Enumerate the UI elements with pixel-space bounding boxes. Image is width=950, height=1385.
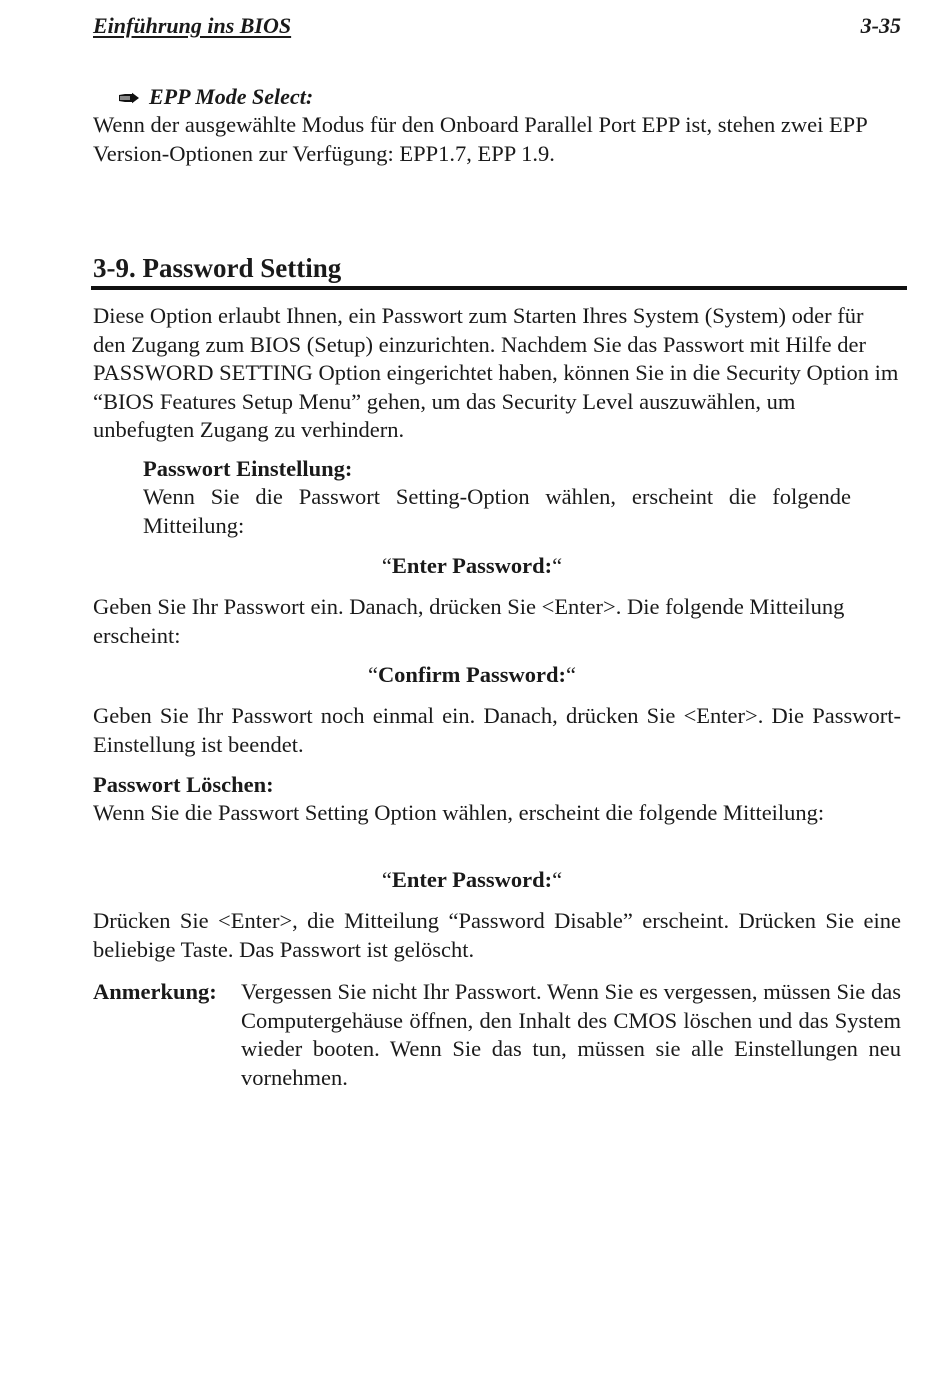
prompt-text: Enter Password:: [391, 553, 553, 578]
einstellung-heading: Passwort Einstellung:: [143, 456, 353, 481]
section-intro: Diese Option erlaubt Ihnen, ein Passwort zum Starten Ihres System (System) oder für den Zugang zum BIOS (Setup) einzurichten. Nachdem Sie das Passwort mit Hilfe der PASSWORD SETTING Option eingerichtet haben, können Sie in die Security Option im “BIOS Features Setup Menu” gehen, um das Security Level auszuwählen, um unbefugten Zugang zu verhindern.: [93, 303, 899, 442]
pointing-hand-icon: [118, 85, 140, 111]
page-number: 3-35: [860, 13, 901, 38]
prompt-text: Enter Password:: [391, 867, 553, 892]
loeschen-heading: Passwort Löschen:: [93, 772, 274, 797]
loeschen-after: Drücken Sie <Enter>, die Mitteilung “Password Disable” erscheint. Drücken Sie eine beliebige Taste. Das Passwort ist gelöscht.: [93, 908, 901, 962]
epp-mode-title: EPP Mode Select:: [149, 84, 314, 109]
confirm-password-prompt: “Confirm Password:“: [367, 662, 577, 687]
note-label: Anmerkung:: [93, 979, 217, 1004]
epp-mode-text: Wenn der ausgewählte Modus für den Onboard Parallel Port EPP ist, stehen zwei EPP Version-Optionen zur Verfügung: EPP1.7, EPP 1.9.: [93, 112, 867, 166]
note-text: Vergessen Sie nicht Ihr Passwort. Wenn Sie es vergessen, müssen Sie das Computergehäuse öffnen, den Inhalt des CMOS löschen und das System wieder booten. Wenn Sie das tun, müssen sie alle Einstellungen neu vornehmen.: [241, 979, 901, 1090]
running-header-title: Einführung ins BIOS: [93, 13, 292, 38]
einstellung-after-1: Geben Sie Ihr Passwort ein. Danach, drücken Sie <Enter>. Die folgende Mitteilung erscheint:: [93, 594, 845, 648]
epp-mode-heading: [118, 84, 313, 111]
prompt-text: Confirm Password:: [377, 662, 567, 687]
enter-password-prompt-2: “Enter Password:“: [381, 867, 563, 892]
einstellung-text: Wenn Sie die Passwort Setting-Option wählen, erscheint die folgende Mitteilung:: [143, 484, 851, 538]
section-title: 3-9. Password Setting: [93, 253, 342, 283]
einstellung-after-2: Geben Sie Ihr Passwort noch einmal ein. Danach, drücken Sie <Enter>. Die Passwort-Einstellung ist beendet.: [93, 703, 901, 757]
section-rule: [91, 286, 907, 290]
loeschen-text: Wenn Sie die Passwort Setting Option wählen, erscheint die folgende Mitteilung:: [93, 800, 825, 825]
enter-password-prompt-1: “Enter Password:“: [381, 553, 563, 578]
